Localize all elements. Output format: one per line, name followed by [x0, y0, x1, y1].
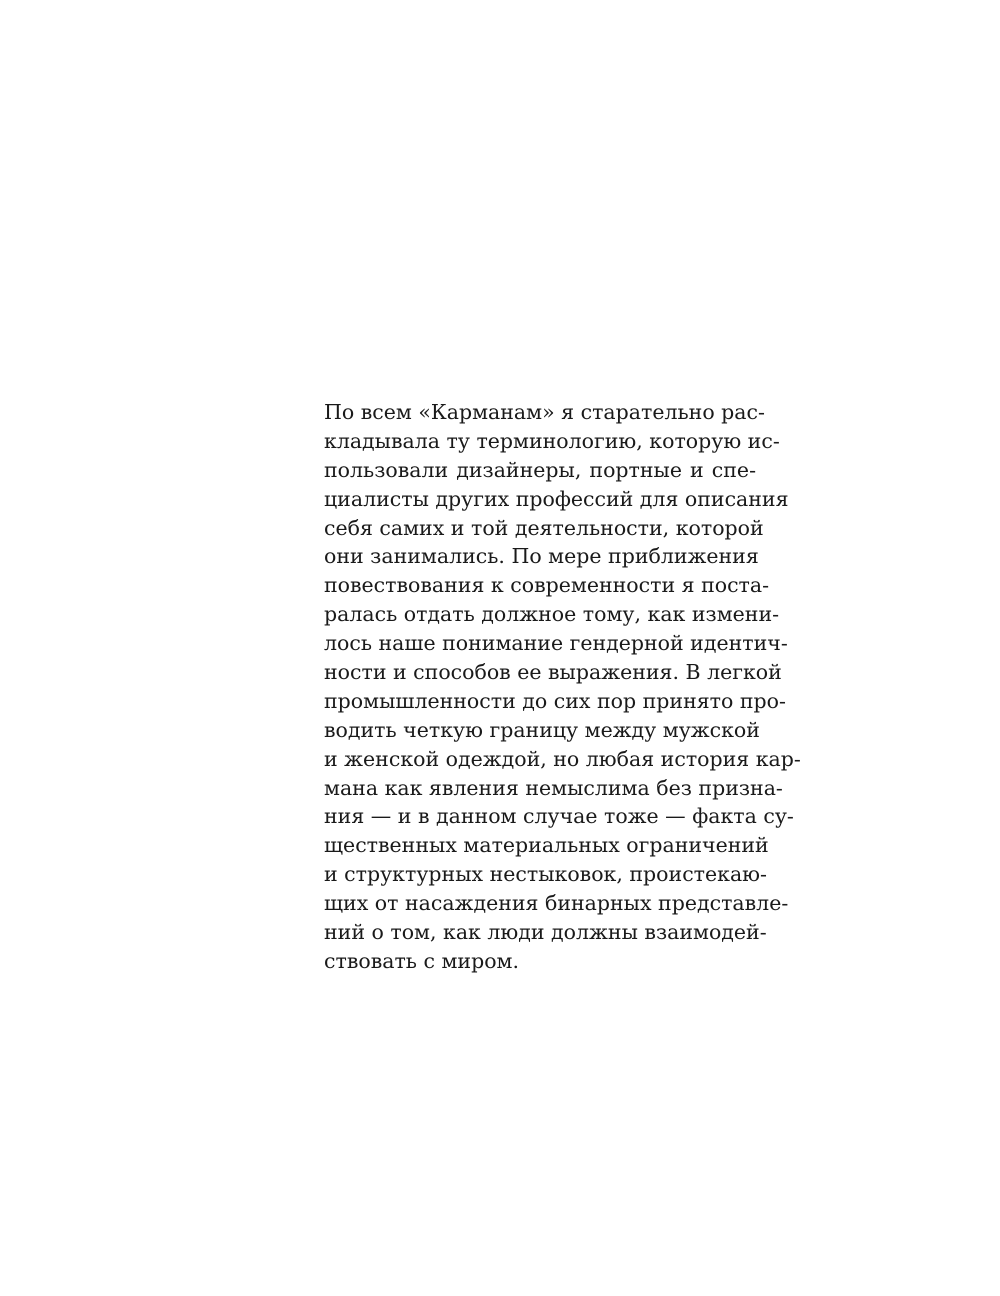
paragraph-line: промышленности до сих пор принято про- — [324, 688, 786, 713]
paragraph-line: ний о том, как люди должны взаимодей- — [324, 920, 767, 945]
paragraph-line: ности и способов ее выражения. В легкой — [324, 660, 782, 685]
paragraph-line: кладывала ту терминологию, которую ис- — [324, 428, 780, 453]
paragraph-line: ралась отдать должное тому, как измени- — [324, 602, 780, 627]
paragraph-line: повествования к современности я поста- — [324, 573, 770, 598]
paragraph-line: лось наше понимание гендерной идентич- — [324, 631, 788, 656]
paragraph-line: водить четкую границу между мужской — [324, 717, 760, 742]
paragraph-line: щих от насаждения бинарных представле- — [324, 891, 789, 916]
paragraph-line: они занимались. По мере приближения — [324, 544, 759, 569]
paragraph-line: щественных материальных ограничений — [324, 833, 769, 858]
paragraph-line: циалисты других профессий для описания — [324, 486, 789, 511]
paragraph-line: ствовать с миром. — [324, 948, 520, 973]
body-paragraph — [324, 398, 801, 976]
paragraph-line: и женской одеждой, но любая история кар- — [324, 746, 801, 771]
paragraph-line: пользовали дизайнеры, портные и спе- — [324, 457, 756, 482]
paragraph-line: и структурных нестыковок, проистекаю- — [324, 862, 767, 887]
paragraph-line: По всем «Карманам» я старательно рас- — [324, 400, 765, 424]
paragraph-line: себя самих и той деятельности, которой — [324, 515, 764, 540]
paragraph-line: мана как явления немыслима без призна- — [324, 775, 783, 800]
paragraph-line: ния — и в данном случае тоже — факта су- — [324, 804, 794, 829]
